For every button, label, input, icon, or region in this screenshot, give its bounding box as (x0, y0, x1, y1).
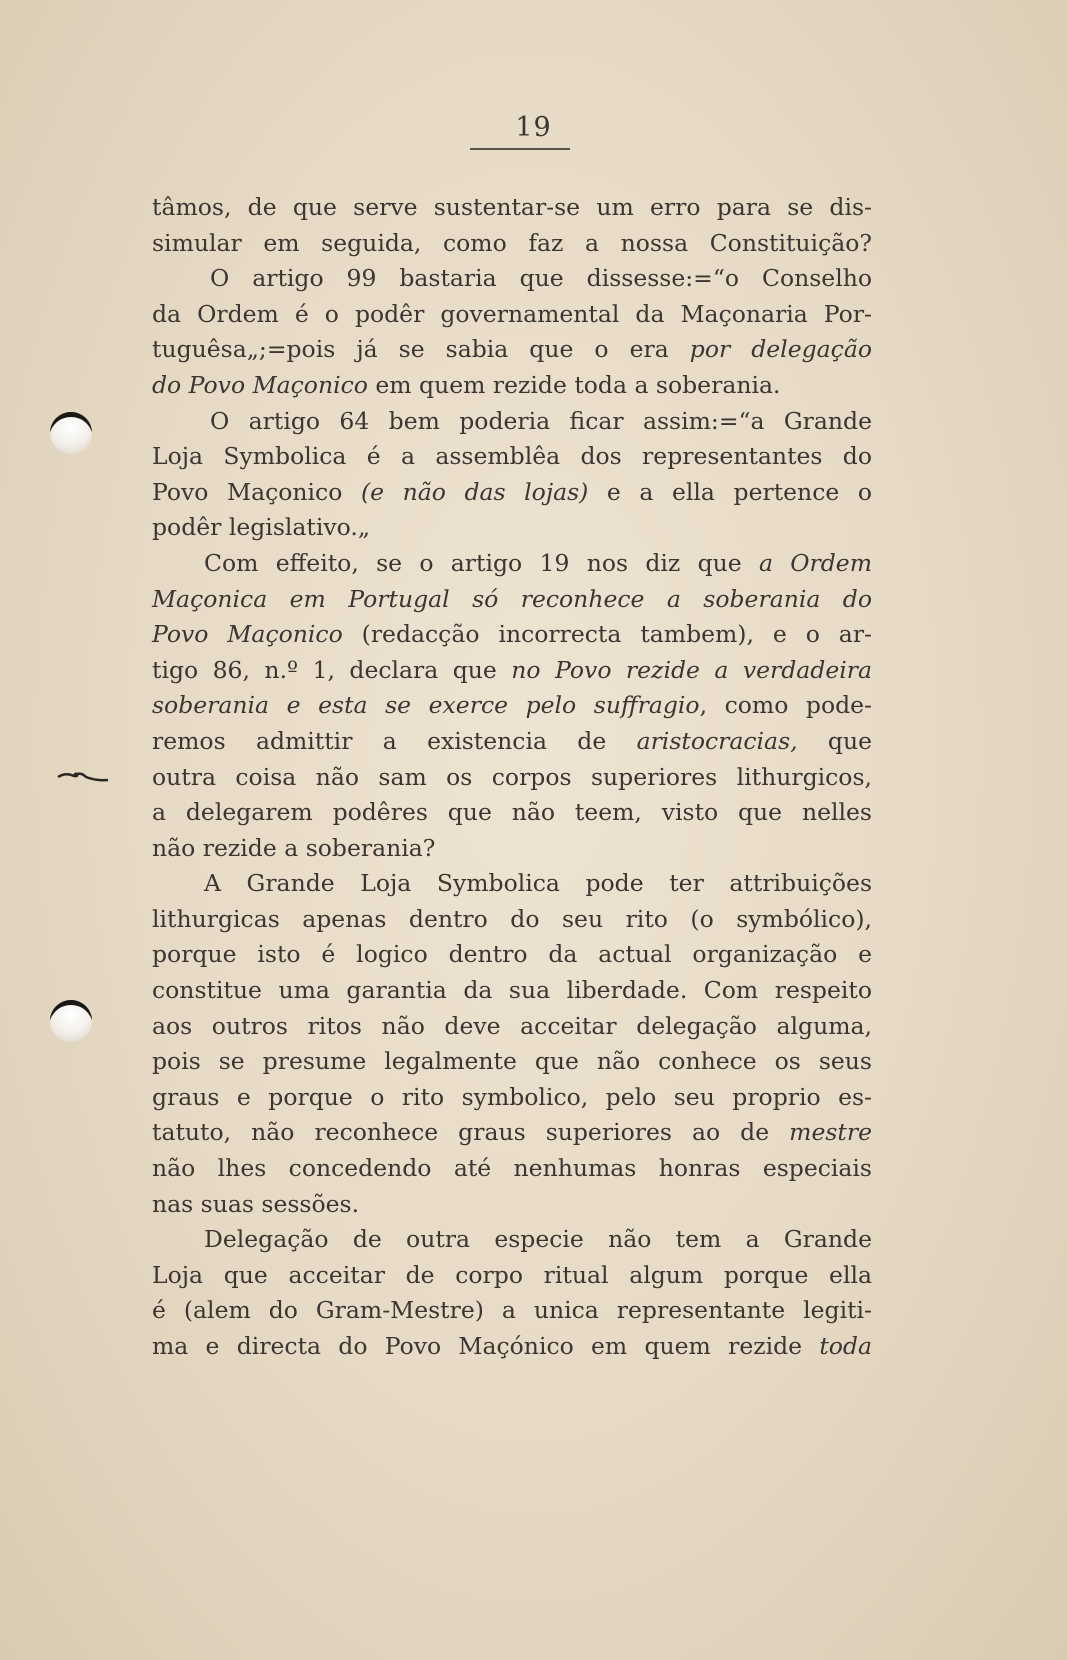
text-line (152, 546, 872, 582)
text-line: nas suas sessões. (152, 1189, 360, 1218)
text-line (152, 724, 872, 760)
italic-text: do Povo Maçonico (152, 370, 368, 399)
text-line: aos outros ritos não deve acceitar delegação alguma, (152, 1011, 872, 1040)
text-line: Loja Symbolica é a assemblêa dos representantes do (152, 442, 872, 471)
text-line (152, 475, 872, 511)
binding-hole-bottom (50, 1000, 92, 1042)
text-line: O artigo 99 bastaria que dissesse:=“o Conselho (210, 264, 872, 293)
text-segment: remos admittir a existencia de (152, 726, 637, 755)
text-segment: tatuto, não reconhece graus superiores ao de (152, 1118, 790, 1147)
italic-text: Povo Maçonico (152, 620, 343, 649)
text-segment: , como pode- (699, 691, 872, 720)
text-line (152, 332, 872, 368)
italic-text: no Povo rezide a verdadeira (511, 655, 873, 684)
text-line: porque isto é logico dentro da actual organização e (152, 940, 872, 969)
text-line: outra coisa não sam os corpos superiores lithurgicos, (152, 762, 872, 791)
text-line: O artigo 64 bem poderia ficar assim:=“a Grande (210, 406, 872, 435)
text-segment: tigo 86, n.º 1, declara que (152, 655, 512, 684)
text-line: tâmos, de que serve sustentar-se um erro para se dis- (152, 193, 872, 221)
text-line: pois se presume legalmente que não conhece os seus (152, 1047, 872, 1076)
italic-text: (e não das lojas) (360, 477, 589, 506)
text-segment: Povo Maçonico (152, 477, 361, 506)
text-line: Maçonica em Portugal só reconhece a soberania do (152, 584, 872, 613)
text-line (152, 617, 872, 653)
text-segment: ma e directa do Povo Maçónico em quem rezide (152, 1332, 820, 1360)
body-text (152, 190, 872, 1365)
page-number: 19 (515, 112, 552, 143)
text-line: graus e porque o rito symbolico, pelo seu proprio es- (152, 1082, 872, 1111)
text-line: a delegarem podêres que não teem, visto que nelles (152, 798, 872, 827)
text-segment: Com effeito, se o artigo 19 nos diz que (204, 548, 759, 577)
text-line: da Ordem é o podêr governamental da Maçonaria Por- (152, 299, 872, 328)
page-number-rule (470, 148, 570, 150)
text-line: é (alem do Gram-Mestre) a unica representante legiti- (152, 1296, 872, 1325)
text-line: constitue uma garantia da sua liberdade. Com respeito (152, 976, 872, 1005)
text-line: Loja que acceitar de corpo ritual algum porque ella (152, 1260, 872, 1289)
text-line: lithurgicas apenas dentro do seu rito (o symbólico), (152, 904, 872, 933)
ink-smudge-mark (56, 770, 110, 784)
text-line: podêr legislativo.„ (152, 513, 371, 542)
text-line (152, 688, 872, 724)
text-segment: que (797, 726, 873, 755)
italic-text: toda (819, 1332, 872, 1360)
italic-text: por delegação (689, 335, 872, 364)
text-line: Delegação de outra especie não tem a Grande (204, 1225, 872, 1254)
text-line (152, 1115, 872, 1151)
italic-text: a Ordem (758, 548, 872, 577)
text-segment: em quem rezide toda a soberania. (367, 370, 781, 399)
italic-text: aristocracias, (636, 726, 798, 755)
text-segment: tuguêsa„;=pois já se sabia que o era (152, 335, 690, 364)
text-line: A Grande Loja Symbolica pode ter attribuições (204, 869, 872, 898)
text-line: não lhes concedendo até nenhumas honras especiais (152, 1154, 872, 1183)
italic-text: mestre (789, 1118, 872, 1147)
text-segment: (redacção incorrecta tambem), e o ar- (342, 620, 872, 649)
text-line (152, 368, 872, 404)
binding-hole-top (50, 412, 92, 454)
text-line (152, 1329, 872, 1365)
text-line (152, 653, 872, 689)
italic-text: soberania e esta se exerce pelo suffragio (152, 691, 700, 720)
text-line: simular em seguida, como faz a nossa Constituição? (152, 228, 872, 257)
text-line: não rezide a soberania? (152, 833, 436, 862)
text-segment: e a ella pertence o (588, 477, 872, 506)
